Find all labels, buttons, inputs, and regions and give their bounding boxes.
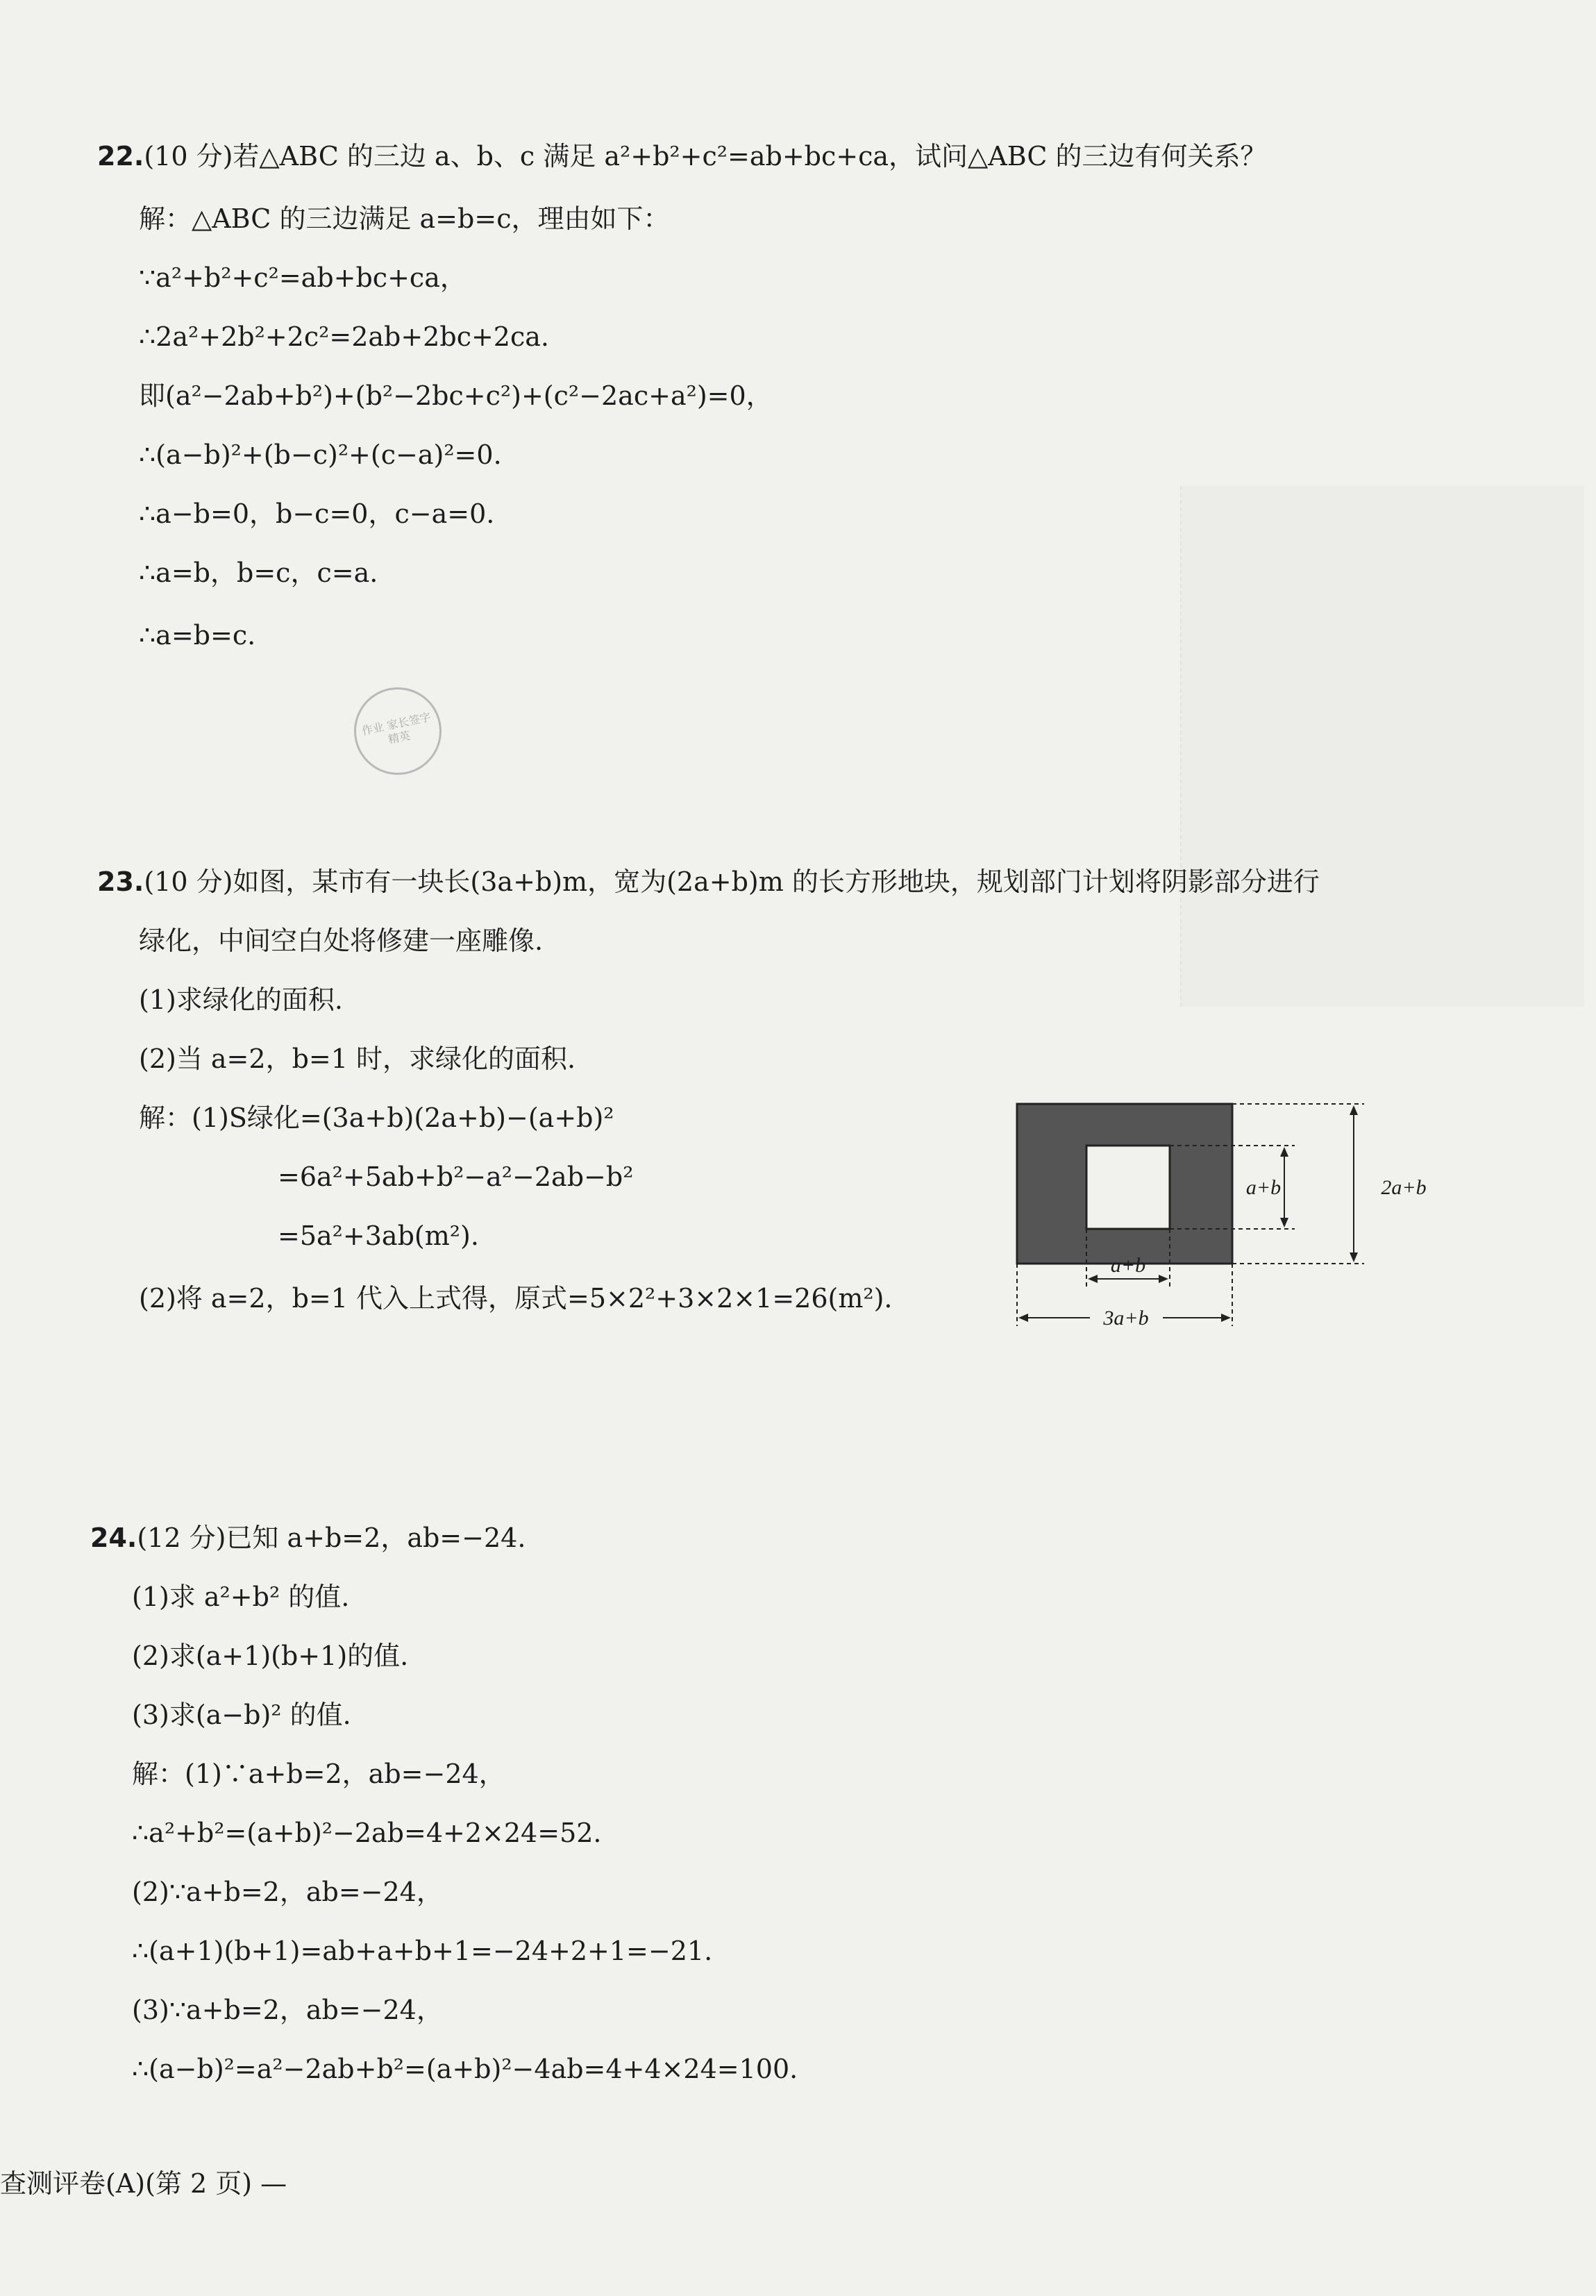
q24-line-5: ∴a²+b²=(a+b)²−2ab=4+2×24=52. [132,1818,602,1848]
page-footer: 查测评卷(A)(第 2 页) — [0,2168,287,2199]
inner-blank-square [1086,1146,1170,1229]
q23-number: 23. [97,866,144,897]
arrowhead [1350,1252,1358,1262]
bleed-through-shadow [1180,486,1584,1007]
q24-line-4: 解：(1)∵a+b=2，ab=−24， [132,1759,505,1789]
q23-line-1: 绿化，中间空白处将修建一座雕像. [139,925,544,956]
q23-figure-svg [1000,1090,1458,1354]
q24-line-3: (3)求(a−b)² 的值. [132,1700,351,1730]
q23-prompt: (10 分)如图，某市有一块长(3a+b)m，宽为(2a+b)m 的长方形地块，规划部门计划将阴影部分进行 [144,866,1320,897]
q22-line-6: ∴a−b=0，b−c=0，c−a=0. [139,498,495,529]
q24-title [90,1520,526,1555]
q24-line-6: (2)∵a+b=2，ab=−24， [132,1877,443,1907]
q23-line-3: (2)当 a=2，b=1 时，求绿化的面积. [139,1044,576,1074]
arrowhead [1088,1275,1098,1283]
q24-line-7: ∴(a+1)(b+1)=ab+a+b+1=−24+2+1=−21. [132,1936,713,1966]
height-label: 2a+b [1381,1176,1427,1199]
q24-line-8: (3)∵a+b=2，ab=−24， [132,1995,443,2025]
q24-line-1: (1)求 a²+b² 的值. [132,1582,350,1612]
q23-figure [1000,1090,1458,1354]
arrowhead [1159,1275,1168,1283]
q22-title [97,139,1267,174]
q22-number: 22. [97,141,144,171]
q24-prompt: (12 分)已知 a+b=2，ab=−24. [137,1523,526,1553]
q23-line-2: (1)求绿化的面积. [139,984,343,1015]
q23-line-6: =5a²+3ab(m²). [278,1221,479,1251]
q22-line-7: ∴a=b，b=c，c=a. [139,558,378,588]
q23-title [97,864,1320,899]
q23-line-5: =6a²+5ab+b²−a²−2ab−b² [278,1162,634,1192]
arrowhead [1280,1218,1288,1227]
q24-number: 24. [90,1523,137,1553]
q23-line-4: 解：(1)S绿化=(3a+b)(2a+b)−(a+b)² [139,1103,614,1133]
q22-line-5: ∴(a−b)²+(b−c)²+(c−a)²=0. [139,439,502,470]
inner-side-label: a+b [1245,1176,1282,1199]
q24-line-2: (2)求(a+1)(b+1)的值. [132,1641,409,1671]
q22-line-2: ∵a²+b²+c²=ab+bc+ca， [139,262,467,293]
inner-bottom-label: a+b [1110,1254,1146,1277]
q23-line-7: (2)将 a=2，b=1 代入上式得，原式=5×2²+3×2×1=26(m²). [139,1283,893,1314]
q22-line-8: ∴a=b=c. [139,620,256,651]
q22-line-3: ∴2a²+2b²+2c²=2ab+2bc+2ca. [139,321,550,352]
width-label: 3a+b [1103,1307,1149,1330]
arrowhead [1018,1314,1028,1322]
arrowhead [1280,1147,1288,1157]
arrowhead [1221,1314,1231,1322]
arrowhead [1350,1105,1358,1115]
q22-line-1: 解：△ABC 的三边满足 a=b=c，理由如下： [139,203,670,234]
q24-line-9: ∴(a−b)²=a²−2ab+b²=(a+b)²−4ab=4+4×24=100. [132,2054,798,2084]
homework-stamp: 作业 家长签字 精英 [346,679,449,782]
q22-line-4: 即(a²−2ab+b²)+(b²−2bc+c²)+(c²−2ac+a²)=0， [139,380,773,411]
q22-prompt: (10 分)若△ABC 的三边 a、b、c 满足 a²+b²+c²=ab+bc+ca，试问△ABC 的三边有何关系？ [144,141,1267,171]
